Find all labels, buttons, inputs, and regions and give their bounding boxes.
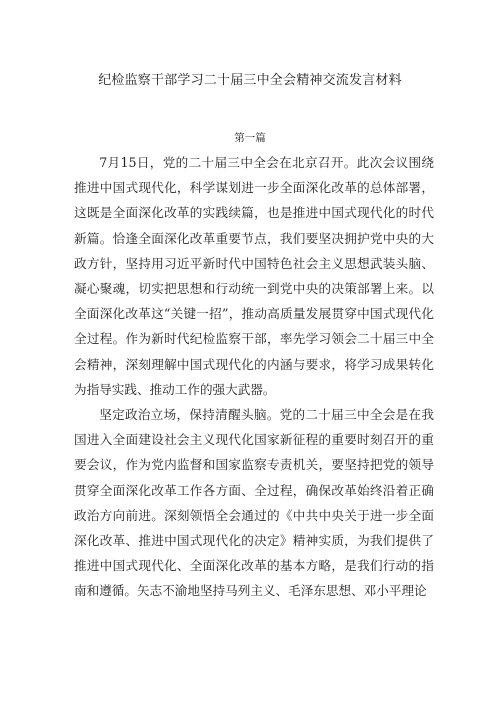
paragraph-2: 坚定政治立场，保持清醒头脑。党的二十届三中全会是在我国进入全面建设社会主义现代化国家新征程的重要时刻召开的重要会议，作为党内监督和国家监察专责机关，要坚持把党的领导贯穿全面深化改革工作各方面、全过程，确保改革始终沿着正确政治方向前进。深刻领悟全会通过的《中共中央关于进一步全面深化改革、推进中国式现代化的决定》精神实质，为我们提供了推进中国式现代化、全面深化改革的基本方略，是我们行动的指南和遵循。矢志不渝地坚持马列主义、毛泽东思想、邓小平理论 [74,407,434,599]
document-title: 纪检监察干部学习二十届三中全会精神交流发言材料 [98,73,402,88]
paragraph-1: 7月15日，党的二十届三中全会在北京召开。此次会议围绕推进中国式现代化，科学谋划进一步全面深化改革的总体部署，这既是全面深化改革的实践续篇，也是推进中国式现代化的时代新篇。恰逢全面深化改革重要节点，我们要坚决拥护党中央的大政方针，坚持用习近平新时代中国特色社会主义思想武装头脑、凝心聚魂，切实把思想和行动统一到党中央的决策部署上来。以全面深化改革这“关键一招”，推动高质量发展贯穿中国式现代化全过程。作为新时代纪检监察干部，率先学习领会二十届三中全会精神，深刻理解中国式现代化的内涵与要求，将学习成果转化为指导实践、推动工作的强大武器。 [74,155,434,397]
document-body [74,150,434,604]
section-label: 第一篇 [234,132,266,144]
